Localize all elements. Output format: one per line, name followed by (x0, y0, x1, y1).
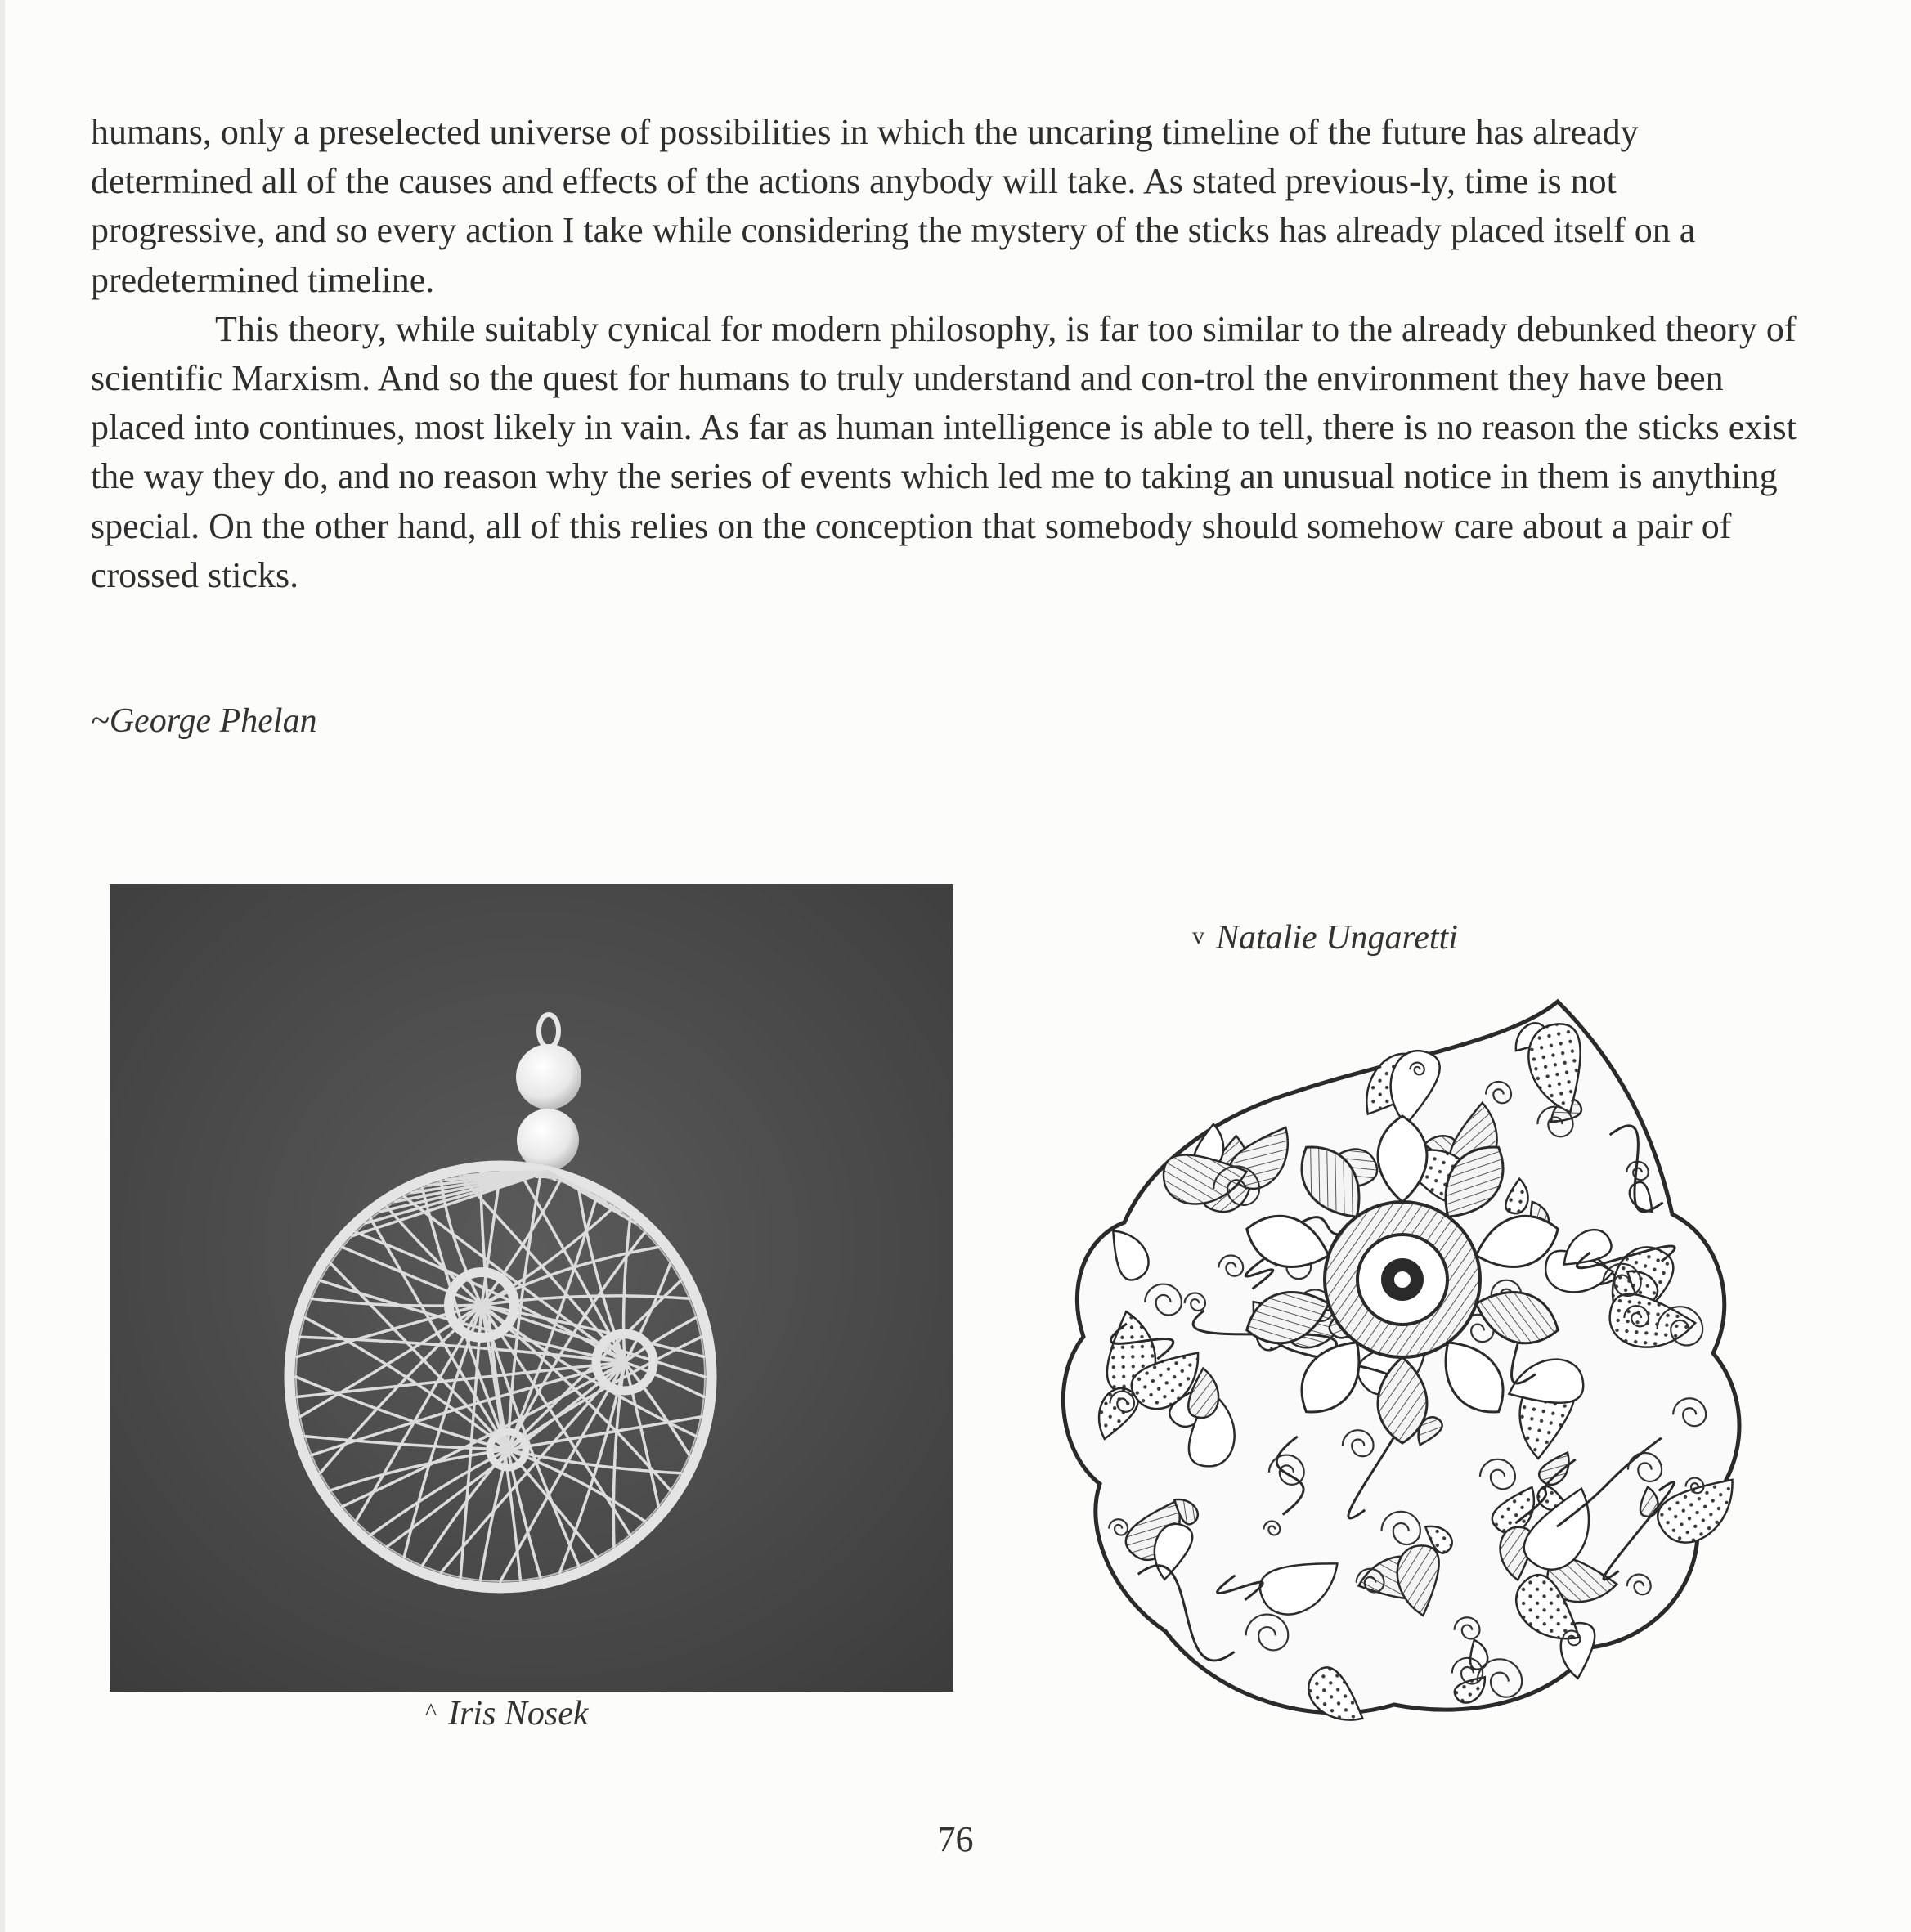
page-number: 76 (937, 1819, 974, 1859)
caret-down-icon: v (1192, 922, 1204, 949)
caption-natalie-ungaretti (1192, 918, 1458, 957)
wire-pendant-illustration (110, 884, 953, 1692)
caption-artist-right: Natalie Ungaretti (1216, 919, 1458, 957)
essay-paragraph-1: humans, only a preselected universe of possibilities in which the uncaring timeline of the future has already determined all of the causes and effects of the actions anybody will take. As stated previous-ly, time is not progressive, and so every action I take while considering the mystery of the sticks has already placed itself on a predetermined timeline. (91, 112, 1696, 300)
caption-artist-left: Iris Nosek (448, 1695, 589, 1733)
essay-body (91, 108, 1800, 600)
caption-iris-nosek (425, 1694, 589, 1733)
author-signature: ~George Phelan (91, 702, 317, 740)
essay-paragraph-2: This theory, while suitably cynical for modern philosophy, is far too similar to the already debunked theory of scientific Marxism. And so the quest for humans to truly understand and con-trol the environment they have been placed into continues, most likely in vain. As far as human intelligence is able to tell, there is no reason the sticks exist the way they do, and no reason why the series of events which led me to taking an unusual notice in them is anything special. On the other hand, all of this relies on the conception that somebody should somehow care about a pair of crossed sticks. (91, 308, 1797, 595)
bead-bottom (517, 1109, 579, 1171)
zentangle-leaf-illustration (1051, 993, 1758, 1741)
wire-pendant-photo (110, 884, 953, 1692)
caret-up-icon: ^ (425, 1698, 437, 1725)
central-flower (1325, 1202, 1480, 1357)
ink-leaf-drawing (1051, 993, 1758, 1741)
page-edge (0, 0, 5, 1932)
bead-top (516, 1044, 581, 1109)
